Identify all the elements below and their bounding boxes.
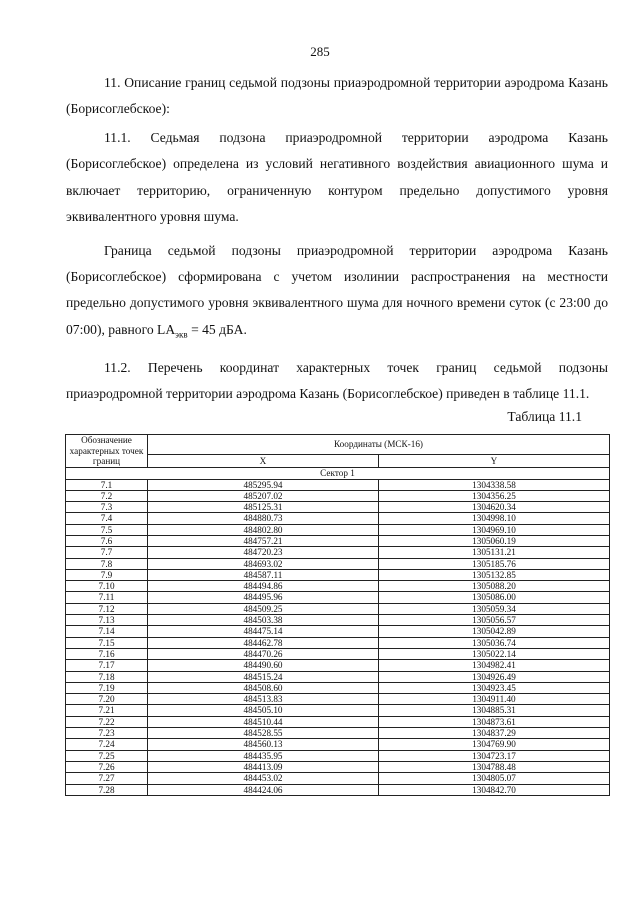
point-id-cell: 7.1 [66,479,148,490]
x-column-header: X [148,454,379,467]
y-coordinate-cell: 1305056.57 [379,615,610,626]
y-coordinate-cell: 1305131.21 [379,547,610,558]
x-coordinate-cell: 484560.13 [148,739,379,750]
point-id-cell: 7.20 [66,694,148,705]
x-coordinate-cell: 484587.11 [148,569,379,580]
y-coordinate-cell: 1305036.74 [379,637,610,648]
table-caption: Таблица 11.1 [507,409,582,424]
y-coordinate-cell: 1305059.34 [379,603,610,614]
y-coordinate-cell: 1305022.14 [379,648,610,659]
point-id-cell: 7.10 [66,581,148,592]
table-row [66,502,610,513]
y-coordinate-cell: 1305088.20 [379,581,610,592]
point-id-cell: 7.18 [66,671,148,682]
table-row [66,728,610,739]
y-coordinate-cell: 1304842.70 [379,784,610,795]
y-coordinate-cell: 1304923.45 [379,682,610,693]
point-id-cell: 7.12 [66,603,148,614]
table-row [66,682,610,693]
table-row [66,603,610,614]
table-row [66,648,610,659]
x-coordinate-cell: 484720.23 [148,547,379,558]
table-row [66,581,610,592]
x-coordinate-cell: 484802.80 [148,524,379,535]
x-coordinate-cell: 484528.55 [148,728,379,739]
table-body [66,467,610,795]
y-coordinate-cell: 1304723.17 [379,750,610,761]
y-coordinate-cell: 1304620.34 [379,502,610,513]
y-coordinate-cell: 1305132.85 [379,569,610,580]
table-row [66,615,610,626]
table-row [66,671,610,682]
table-row [66,558,610,569]
point-id-cell: 7.5 [66,524,148,535]
x-coordinate-cell: 484475.14 [148,626,379,637]
x-coordinate-cell: 484693.02 [148,558,379,569]
table-row [66,739,610,750]
y-coordinate-cell: 1305060.19 [379,535,610,546]
x-coordinate-cell: 484880.73 [148,513,379,524]
point-id-cell: 7.3 [66,502,148,513]
point-id-cell: 7.16 [66,648,148,659]
point-id-cell: 7.17 [66,660,148,671]
table-row [66,535,610,546]
point-column-header: Обозначение характерных точек границ [66,435,148,468]
table-row [66,637,610,648]
sector-row [66,467,610,479]
y-coordinate-cell: 1304911.40 [379,694,610,705]
table-row [66,479,610,490]
x-coordinate-cell: 484435.95 [148,750,379,761]
table-row [66,694,610,705]
page-number: 285 [310,44,330,59]
x-coordinate-cell: 484424.06 [148,784,379,795]
table-row [66,761,610,772]
table-row [66,660,610,671]
point-id-cell: 7.25 [66,750,148,761]
y-coordinate-cell: 1304969.10 [379,524,610,535]
y-coordinate-cell: 1304873.61 [379,716,610,727]
point-id-cell: 7.13 [66,615,148,626]
paragraph-1: 11.1. Седьмая подзона приаэродромной территории аэродрома Казань (Борисоглебское) определена из условий негативного воздействия авиационного шума и включает территорию, ограниченную контуром предельно допустимого уровня эквивалентного уровня шума. [66,130,608,225]
y-coordinate-cell: 1304885.31 [379,705,610,716]
y-coordinate-cell: 1304769.90 [379,739,610,750]
y-coordinate-cell: 1305086.00 [379,592,610,603]
x-coordinate-cell: 485125.31 [148,502,379,513]
table-row [66,547,610,558]
table-row [66,490,610,501]
coordinates-table [65,434,610,796]
y-coordinate-cell: 1304356.25 [379,490,610,501]
paragraph-2-end: = 45 дБА. [187,321,247,337]
x-coordinate-cell: 484494.86 [148,581,379,592]
section-heading [66,70,608,123]
section-body [66,125,608,408]
x-coordinate-cell: 484757.21 [148,535,379,546]
sector-label: Сектор 1 [66,467,610,479]
x-coordinate-cell: 484510.44 [148,716,379,727]
point-id-cell: 7.4 [66,513,148,524]
point-id-cell: 7.9 [66,569,148,580]
paragraph-2-main: Граница седьмой подзоны приаэродромной территории аэродрома Казань (Борисоглебское) сформирована с учетом изолинии распространения на местности предельно допустимого уровня эквивалентного шума для ночного времени суток (с 23:00 до 07:00), равного LA [66,242,608,337]
point-id-cell: 7.27 [66,773,148,784]
point-id-cell: 7.22 [66,716,148,727]
table-row [66,569,610,580]
point-id-cell: 7.11 [66,592,148,603]
x-coordinate-cell: 485295.94 [148,479,379,490]
point-id-cell: 7.7 [66,547,148,558]
point-id-cell: 7.24 [66,739,148,750]
y-coordinate-cell: 1304837.29 [379,728,610,739]
x-coordinate-cell: 484513.83 [148,694,379,705]
table-row [66,705,610,716]
paragraph-2-subscript: экв [175,329,188,340]
y-coordinate-cell: 1305185.76 [379,558,610,569]
y-coordinate-cell: 1304788.48 [379,761,610,772]
y-coordinate-cell: 1304982.41 [379,660,610,671]
point-id-cell: 7.21 [66,705,148,716]
point-id-cell: 7.23 [66,728,148,739]
table-row [66,626,610,637]
x-coordinate-cell: 484490.60 [148,660,379,671]
y-coordinate-cell: 1304926.49 [379,671,610,682]
point-id-cell: 7.26 [66,761,148,772]
point-id-cell: 7.15 [66,637,148,648]
x-coordinate-cell: 484413.09 [148,761,379,772]
x-coordinate-cell: 484508.60 [148,682,379,693]
x-coordinate-cell: 484505.10 [148,705,379,716]
point-id-cell: 7.28 [66,784,148,795]
coordinates-column-header: Координаты (МСК-16) [148,435,610,455]
y-coordinate-cell: 1305042.89 [379,626,610,637]
table-row [66,592,610,603]
table-row [66,716,610,727]
x-coordinate-cell: 484495.96 [148,592,379,603]
y-coordinate-cell: 1304998.10 [379,513,610,524]
x-coordinate-cell: 484515.24 [148,671,379,682]
table-row [66,773,610,784]
y-coordinate-cell: 1304805.07 [379,773,610,784]
x-coordinate-cell: 484470.26 [148,648,379,659]
table-row [66,513,610,524]
y-coordinate-cell: 1304338.58 [379,479,610,490]
x-coordinate-cell: 484462.78 [148,637,379,648]
point-id-cell: 7.2 [66,490,148,501]
table-row [66,784,610,795]
point-id-cell: 7.19 [66,682,148,693]
table-row [66,524,610,535]
x-coordinate-cell: 484509.25 [148,603,379,614]
x-coordinate-cell: 484503.38 [148,615,379,626]
x-coordinate-cell: 485207.02 [148,490,379,501]
x-coordinate-cell: 484453.02 [148,773,379,784]
y-column-header: Y [379,454,610,467]
point-id-cell: 7.6 [66,535,148,546]
table-row [66,750,610,761]
point-id-cell: 7.14 [66,626,148,637]
heading-text: 11. Описание границ седьмой подзоны приаэродромной территории аэродрома Казань (Борисоглебское): [66,75,608,117]
point-id-cell: 7.8 [66,558,148,569]
paragraph-3: 11.2. Перечень координат характерных точек границ седьмой подзоны приаэродромной территории аэродрома Казань (Борисоглебское) приведен в таблице 11.1. [66,359,608,402]
paragraph-2 [66,238,608,348]
